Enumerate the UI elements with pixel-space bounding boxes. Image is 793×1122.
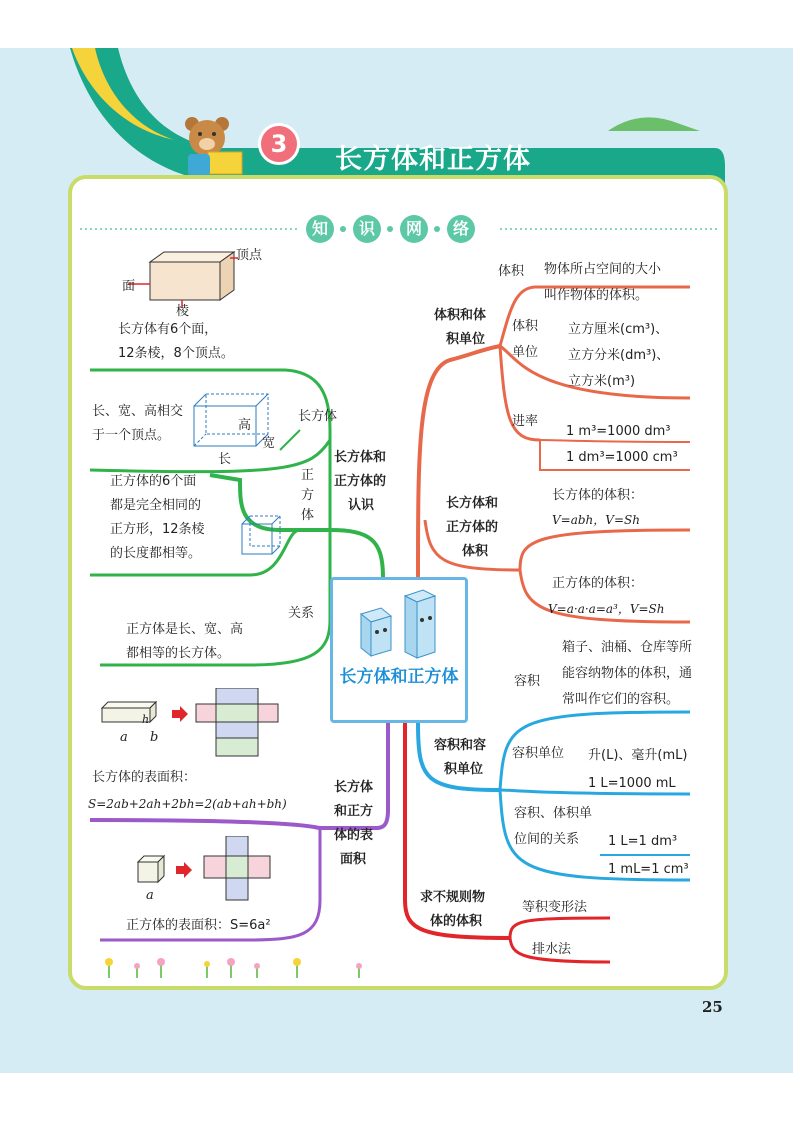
cube-characters-icon [343, 586, 458, 664]
section-char-3: 网 [400, 215, 428, 243]
capacity-branch-2: 积单位 [444, 762, 484, 777]
volume-def-2: 叫作物体的体积。 [544, 288, 649, 303]
capacity-def-2: 能容纳物体的体积，通 [562, 666, 693, 681]
face-label: 面 [122, 279, 136, 294]
page-number: 25 [702, 998, 723, 1016]
cuboid-fact-2: 12条棱，8个顶点。 [118, 346, 234, 361]
cube-vertical-label-1: 正 [301, 468, 315, 483]
cube-volume-formula: V=a·a·a=a³，V=Sh [548, 602, 665, 616]
capacity-label: 容积 [514, 674, 541, 689]
relation-rate-1: 1 L=1 dm³ [608, 834, 678, 849]
cube-vertical-label-2: 方 [301, 488, 315, 503]
volume-branch-2: 正方体的 [446, 520, 499, 535]
volume-branch-1: 长方体和 [446, 496, 499, 511]
cuboid-area-formula: S=2ab+2ah+2bh=2(ab+ah+bh) [88, 797, 287, 811]
center-title: 长方体和正方体 [339, 667, 459, 687]
cuboid-volume-label: 长方体的体积： [552, 488, 644, 503]
vertex-label: 顶点 [236, 248, 263, 263]
rate-1: 1 m³=1000 dm³ [566, 424, 671, 439]
volume-branch-3: 体积 [462, 544, 489, 559]
recognition-branch-3: 认识 [348, 498, 375, 513]
capacity-def-3: 常叫作它们的容积。 [562, 692, 680, 707]
surface-branch-4: 面积 [340, 852, 367, 867]
volume-unit-branch-1: 体积和体 [434, 308, 487, 323]
chapter-title: 长方体和正方体 [335, 144, 531, 175]
volume-unit-2: 立方分米(dm³)、 [568, 348, 670, 363]
cube-fact-4: 的长度都相等。 [110, 546, 202, 561]
volume-unit-label-2: 单位 [512, 345, 539, 360]
method-2: 排水法 [532, 942, 572, 957]
chapter-number: 3 [270, 130, 288, 158]
section-char-4: 络 [447, 215, 475, 243]
net-label-h: h [142, 713, 150, 726]
volume-def-1: 物体所占空间的大小 [544, 262, 662, 277]
flowers-decoration [96, 950, 376, 984]
cube-fact-3: 正方形，12条棱 [110, 522, 205, 537]
cube-volume-label: 正方体的体积： [552, 576, 644, 591]
method-1: 等积变形法 [522, 900, 588, 915]
surface-branch-2: 和正方 [334, 804, 374, 819]
volume-label: 体积 [498, 264, 525, 279]
cuboid-volume-formula: V=abh，V=Sh [552, 513, 640, 527]
cuboid-dims-line2: 于一个顶点。 [92, 428, 171, 443]
surface-branch-1: 长方体 [334, 780, 374, 795]
section-char-1: 知 [306, 215, 334, 243]
rate-label: 进率 [512, 414, 539, 429]
relation-label: 关系 [288, 606, 315, 621]
capacity-rate: 1 L=1000 mL [588, 776, 676, 791]
length-label: 长 [218, 452, 232, 467]
capacity-branch-1: 容积和容 [434, 738, 487, 753]
section-char-2: 识 [353, 215, 381, 243]
capacity-units: 升(L)、毫升(mL) [588, 748, 688, 763]
cube-fact-1: 正方体的6个面 [110, 474, 197, 489]
irregular-branch-1: 求不规则物 [420, 890, 486, 905]
surface-branch-3: 体的表 [334, 828, 374, 843]
cuboid-dims-line1: 长、宽、高相交 [92, 404, 184, 419]
cube-vertical-label-3: 体 [301, 508, 315, 523]
center-node [330, 577, 468, 723]
net-label-a: a [120, 730, 128, 745]
edge-label: 棱 [176, 304, 190, 319]
relation-label-1: 容积、体积单 [514, 806, 593, 821]
cube-fact-2: 都是完全相同的 [110, 498, 202, 513]
capacity-unit-label: 容积单位 [512, 746, 565, 761]
relation-label-2: 位间的关系 [514, 832, 580, 847]
volume-unit-1: 立方厘米(cm³)、 [568, 322, 669, 337]
cube-net-diagram [134, 836, 284, 908]
width-label: 宽 [262, 436, 276, 451]
relation-line-1: 正方体是长、宽、高 [126, 622, 244, 637]
volume-unit-3: 立方米(m³) [568, 374, 636, 389]
recognition-branch-1: 长方体和 [334, 450, 387, 465]
rate-2: 1 dm³=1000 cm³ [566, 450, 678, 465]
relation-line-2: 都相等的长方体。 [126, 646, 231, 661]
recognition-branch-2: 正方体的 [334, 474, 387, 489]
cuboid-area-label: 长方体的表面积： [92, 770, 197, 785]
cuboid-branch-label: 长方体 [298, 409, 338, 424]
net-label-b: b [150, 730, 159, 745]
volume-unit-branch-2: 积单位 [446, 332, 486, 347]
capacity-def-1: 箱子、油桶、仓库等所 [562, 640, 693, 655]
cuboid-fact-1: 长方体有6个面， [118, 322, 218, 337]
relation-rate-2: 1 mL=1 cm³ [608, 862, 689, 877]
cube-wireframe-diagram [238, 512, 286, 560]
cube-area: 正方体的表面积：S=6a² [126, 918, 271, 933]
height-label: 高 [238, 418, 252, 433]
irregular-branch-2: 体的体积 [430, 914, 483, 929]
cube-net-label: a [146, 888, 154, 903]
volume-unit-label-1: 体积 [512, 319, 539, 334]
